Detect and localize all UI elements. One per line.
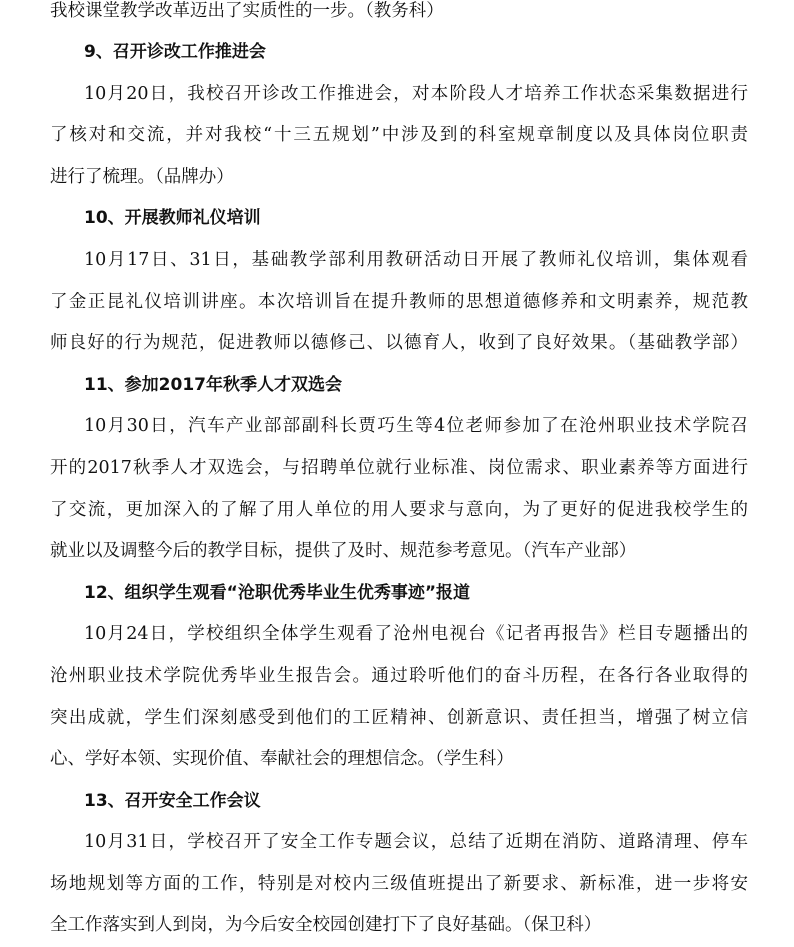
paragraph-line: 就业以及调整今后的教学目标，提供了及时、规范参考意见。（汽车产业部） xyxy=(50,541,637,561)
section-heading-10: 10、开展教师礼仪培训 xyxy=(84,208,261,228)
paragraph-line: 突出成就，学生们深刻感受到他们的工匠精神、创新意识、责任担当，增强了树立信 xyxy=(50,708,748,728)
section-heading-9: 9、召开诊改工作推进会 xyxy=(84,42,266,62)
paragraph-line: 场地规划等方面的工作，特别是对校内三级值班提出了新要求、新标准，进一步将安 xyxy=(50,874,748,894)
paragraph-line: 10月31日，学校召开了安全工作专题会议，总结了近期在消防、道路清理、停车 xyxy=(84,832,748,852)
paragraph-line: 沧州职业技术学院优秀毕业生报告会。通过聆听他们的奋斗历程，在各行各业取得的 xyxy=(50,666,748,686)
paragraph-line: 10月24日，学校组织全体学生观看了沧州电视台《记者再报告》栏目专题播出的 xyxy=(84,624,748,644)
paragraph-line: 师良好的行为规范，促进教师以德修己、以德育人，收到了良好效果。（基础教学部） xyxy=(50,333,748,353)
paragraph-line: 10月20日，我校召开诊改工作推进会，对本阶段人才培养工作状态采集数据进行 xyxy=(84,84,748,104)
section-heading-13: 13、召开安全工作会议 xyxy=(84,791,261,811)
paragraph-line: 全工作落实到人到岗，为今后安全校园创建打下了良好基础。（保卫科） xyxy=(50,915,602,935)
section-heading-12: 12、组织学生观看“沧职优秀毕业生优秀事迹”报道 xyxy=(84,583,471,603)
paragraph-line: 了金正昆礼仪培训讲座。本次培训旨在提升教师的思想道德修养和文明素养，规范教 xyxy=(50,292,748,312)
section-heading-11: 11、参加2017年秋季人才双选会 xyxy=(84,375,342,395)
paragraph-line: 开的2017秋季人才双选会，与招聘单位就行业标准、岗位需求、职业素养等方面进行 xyxy=(50,458,748,478)
paragraph-line: 了交流，更加深入的了解了用人单位的用人要求与意向，为了更好的促进我校学生的 xyxy=(50,500,748,520)
paragraph-line: 进行了梳理。（品牌办） xyxy=(50,167,234,187)
paragraph-line: 心、学好本领、实现价值、奉献社会的理想信念。（学生科） xyxy=(50,749,514,769)
paragraph-line: 了核对和交流，并对我校“十三五规划”中涉及到的科室规章制度以及具体岗位职责 xyxy=(50,125,748,145)
paragraph-line: 10月17日、31日，基础教学部利用教研活动日开展了教师礼仪培训，集体观看 xyxy=(84,250,748,270)
paragraph-line: 10月30日，汽车产业部部副科长贾巧生等4位老师参加了在沧州职业技术学院召 xyxy=(84,416,748,436)
paragraph-line: 我校课堂教学改革迈出了实质性的一步。（教务科） xyxy=(50,1,444,21)
